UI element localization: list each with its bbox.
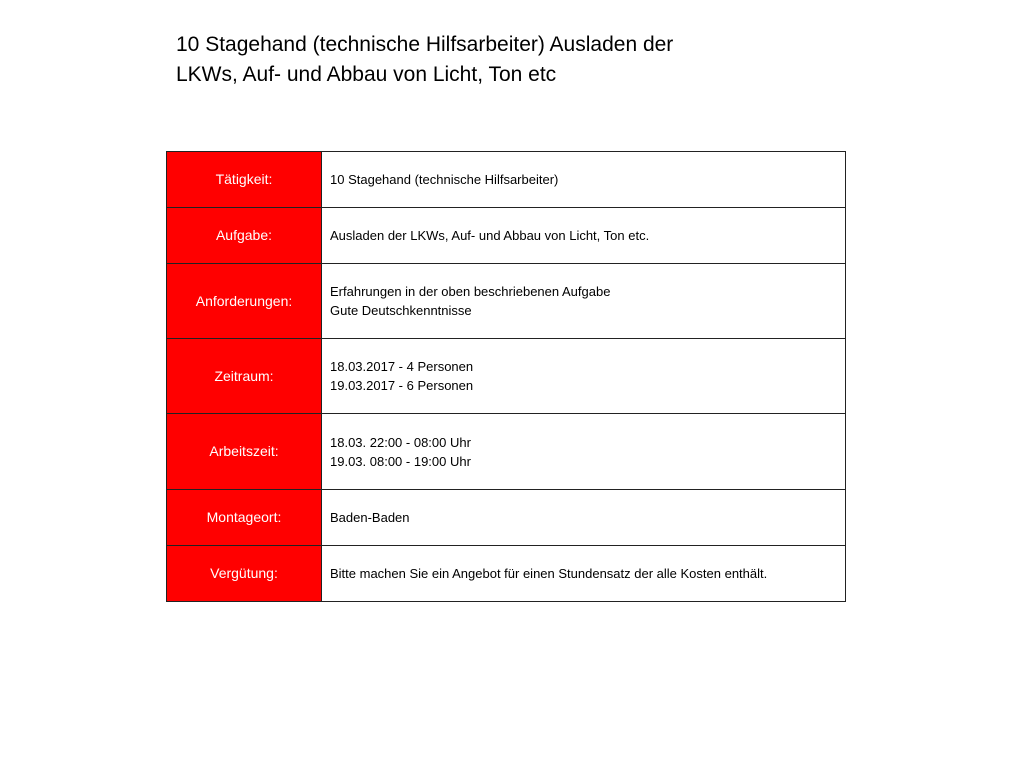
value-line: 19.03. 08:00 - 19:00 Uhr — [330, 453, 471, 469]
table-row-anforderungen — [167, 264, 846, 339]
row-label-montageort: Montageort: — [167, 490, 322, 546]
table-row-aufgabe — [167, 208, 846, 264]
row-value-verguetung — [322, 546, 846, 602]
value-line: 18.03. 22:00 - 08:00 Uhr — [330, 434, 471, 450]
value-line: 18.03.2017 - 4 Personen — [330, 359, 474, 374]
job-info-table — [166, 151, 846, 602]
row-label-taetigkeit: Tätigkeit: — [167, 152, 322, 208]
row-value-anforderungen — [322, 264, 846, 339]
row-label-aufgabe: Aufgabe: — [167, 208, 322, 264]
table-row-arbeitszeit — [167, 414, 846, 490]
table-row-taetigkeit — [167, 152, 846, 208]
value-line: Erfahrungen in der oben beschriebenen Aufgabe — [330, 284, 611, 299]
row-label-verguetung: Vergütung: — [167, 546, 322, 602]
value-line: 19.03.2017 - 6 Personen — [330, 378, 474, 393]
row-value-montageort — [322, 490, 846, 546]
table-row-zeitraum — [167, 339, 846, 414]
slide-title — [176, 30, 816, 90]
value-line: Bitte machen Sie ein Angebot für einen Stundensatz der alle Kosten enthält. — [330, 566, 768, 581]
value-line: 10 Stagehand (technische Hilfsarbeiter) — [330, 172, 559, 187]
row-label-zeitraum: Zeitraum: — [167, 339, 322, 414]
slide-title-line-1: 10 Stagehand (technische Hilfsarbeiter) Ausladen der — [176, 33, 674, 56]
row-value-taetigkeit — [322, 152, 846, 208]
table-row-montageort — [167, 490, 846, 546]
value-line: Ausladen der LKWs, Auf- und Abbau von Licht, Ton etc. — [330, 228, 650, 243]
row-label-arbeitszeit: Arbeitszeit: — [167, 414, 322, 490]
row-value-aufgabe — [322, 208, 846, 264]
row-label-anforderungen: Anforderungen: — [167, 264, 322, 339]
row-value-arbeitszeit — [322, 414, 846, 490]
value-line: Baden-Baden — [330, 510, 410, 525]
table-row-verguetung — [167, 546, 846, 602]
slide-title-line-2: LKWs, Auf- und Abbau von Licht, Ton etc — [176, 63, 557, 86]
value-line: Gute Deutschkenntnisse — [330, 303, 472, 318]
row-value-zeitraum — [322, 339, 846, 414]
